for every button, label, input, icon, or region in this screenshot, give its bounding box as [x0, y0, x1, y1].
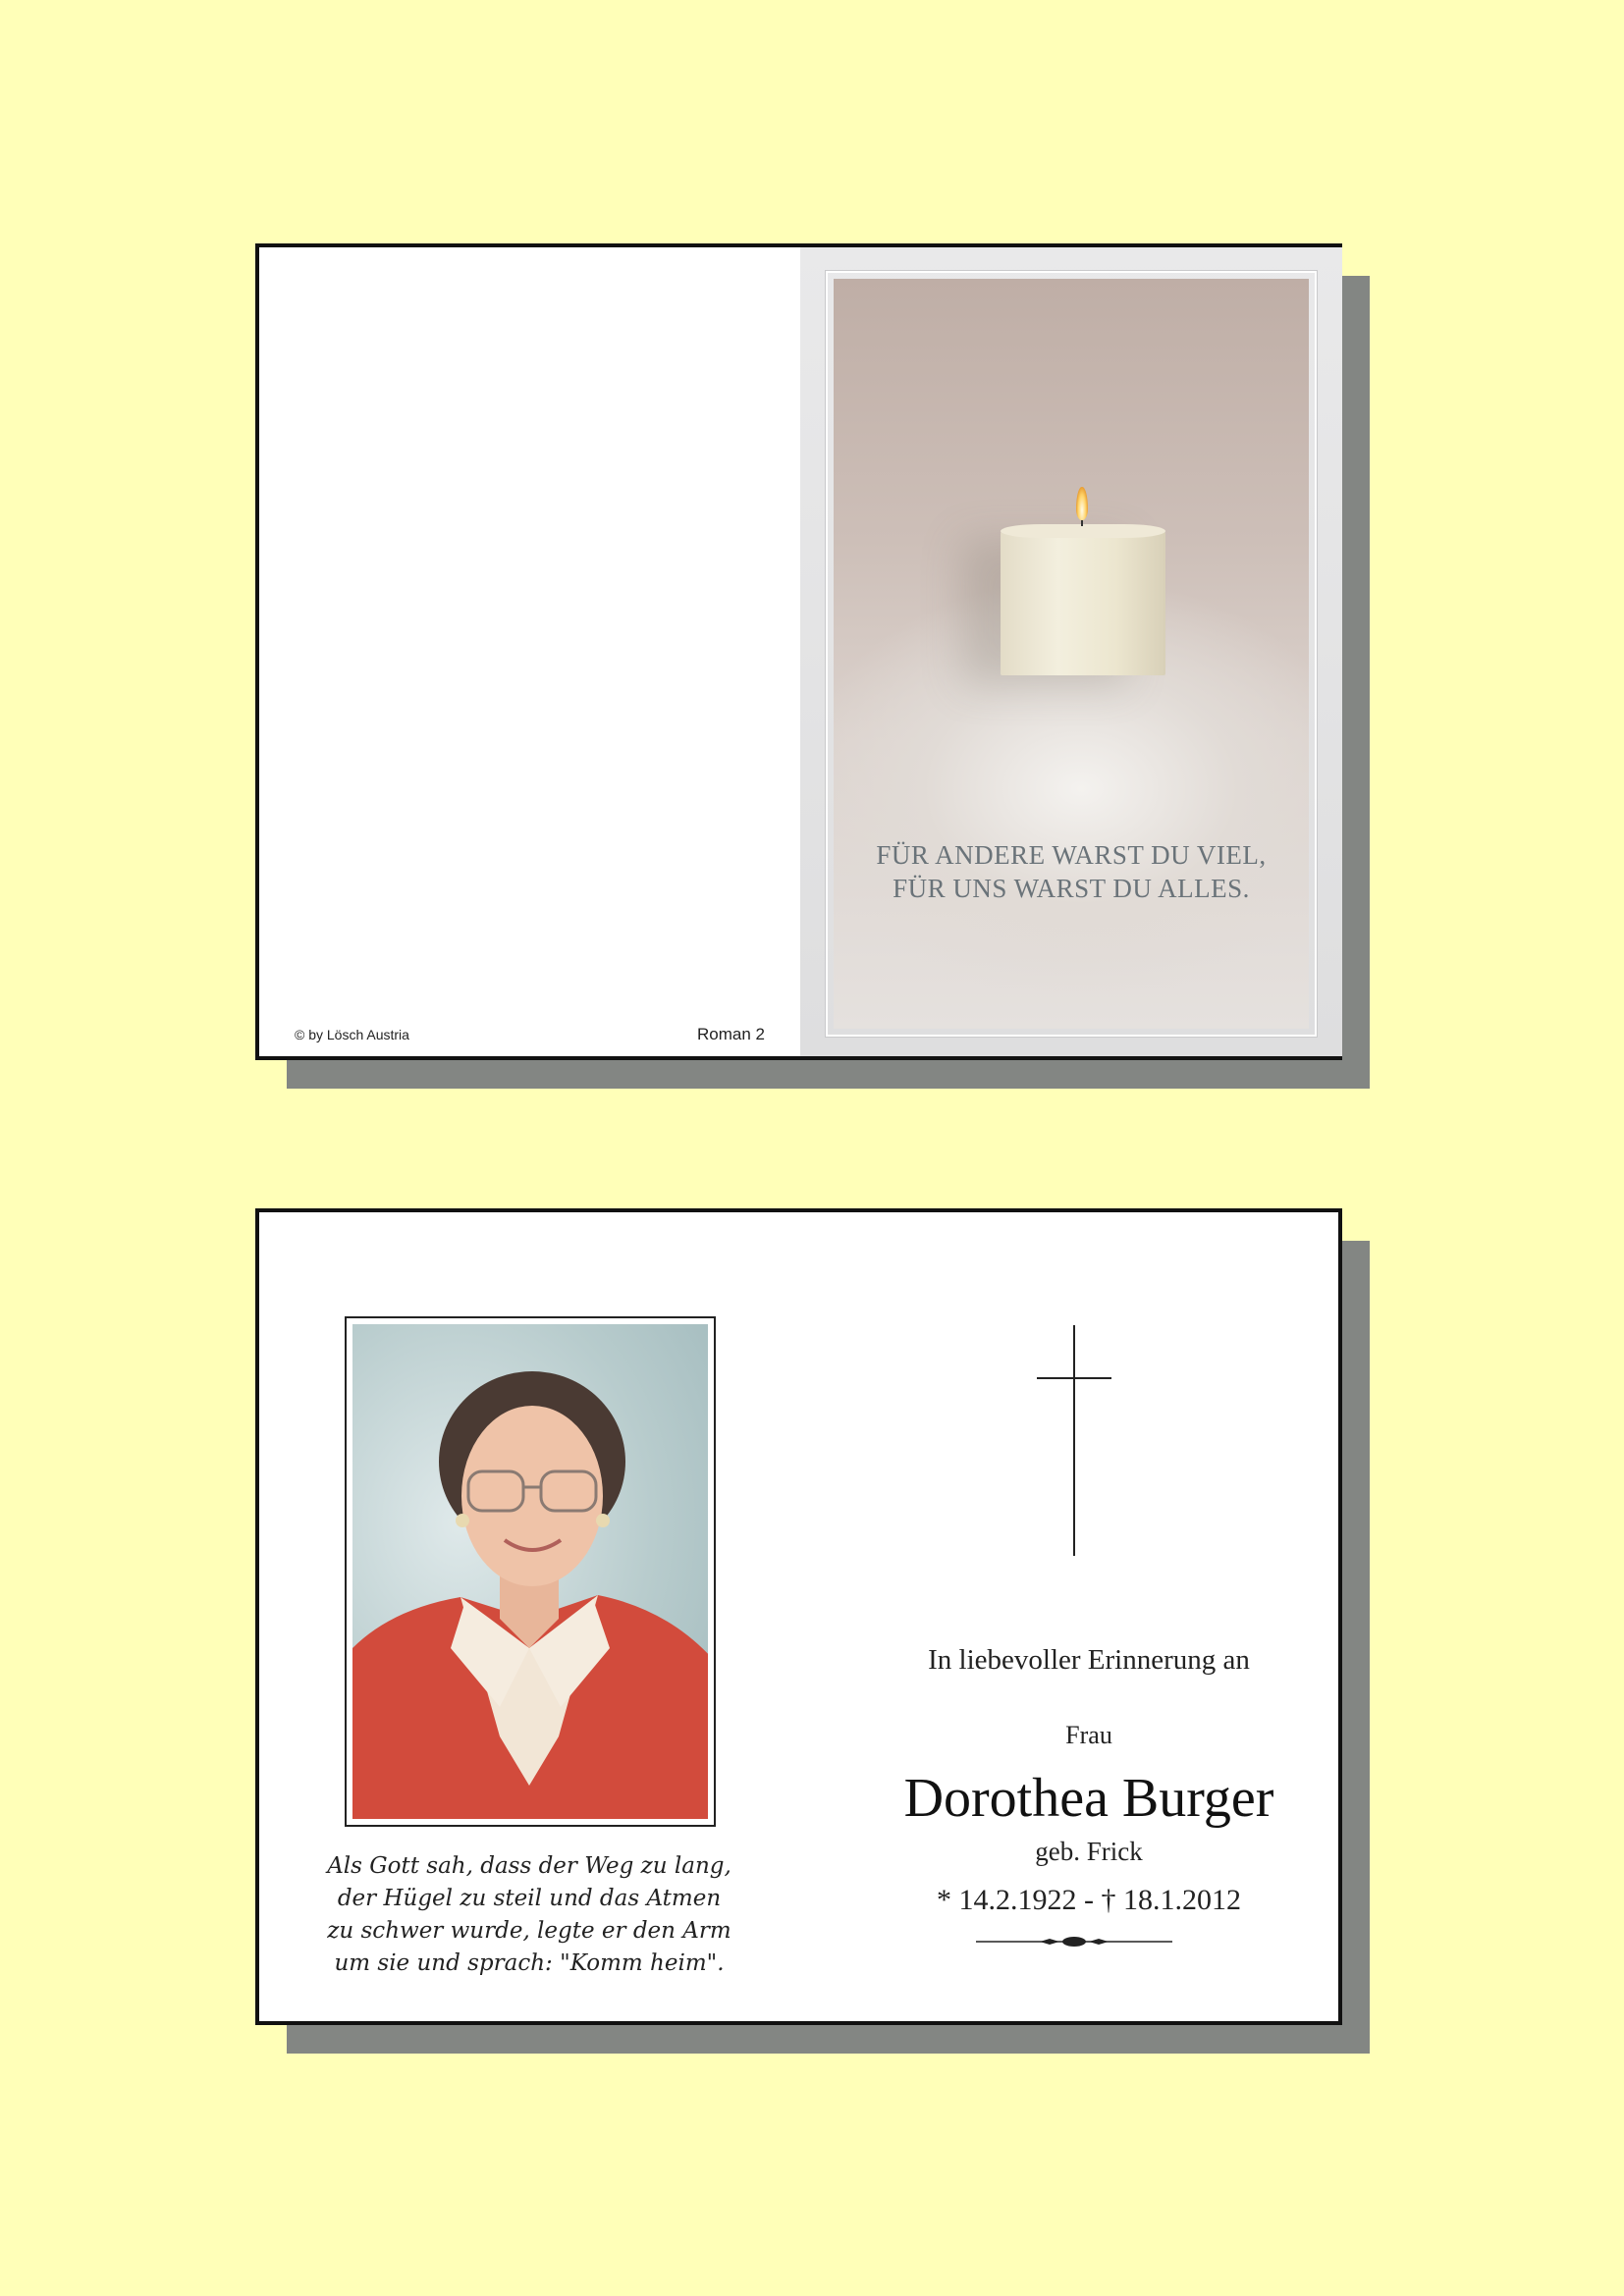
copyright-text: © by Lösch Austria [295, 1027, 409, 1042]
quote-line-2: FÜR UNS WARST DU ALLES. [893, 874, 1250, 903]
portrait-frame [345, 1316, 716, 1827]
candle-panel [800, 247, 1342, 1056]
candle-frame [826, 271, 1317, 1037]
candle-top [1001, 524, 1165, 538]
ornament-divider-icon [976, 1935, 1172, 1949]
candle-flame-icon [1076, 487, 1088, 520]
salutation: Frau [1065, 1721, 1112, 1749]
candle-quote [834, 838, 1309, 905]
verse-line: der Hügel zu steil und das Atmen [337, 1886, 722, 1911]
cross-icon [1035, 1325, 1113, 1556]
front-card [255, 243, 1342, 1060]
portrait-photo [352, 1324, 708, 1819]
maiden-name: geb. Frick [1035, 1837, 1143, 1866]
verse-line: Als Gott sah, dass der Weg zu lang, [327, 1853, 731, 1879]
portrait-illustration [352, 1324, 708, 1819]
deceased-name: Dorothea Burger [903, 1768, 1274, 1829]
model-number: Roman 2 [697, 1025, 765, 1043]
quote-line-1: FÜR ANDERE WARST DU VIEL, [876, 840, 1267, 870]
memorial-verse [298, 1850, 760, 1980]
memorial-intro: In liebevoller Erinnerung an [928, 1644, 1250, 1676]
verse-line: um sie und sprach: "Komm heim". [334, 1950, 725, 1976]
verse-line: zu schwer wurde, legte er den Arm [327, 1918, 731, 1944]
life-dates: * 14.2.1922 - † 18.1.2012 [937, 1884, 1241, 1916]
back-card [255, 1208, 1342, 2025]
candle-image [834, 279, 1309, 1029]
candle-body [1001, 530, 1165, 675]
